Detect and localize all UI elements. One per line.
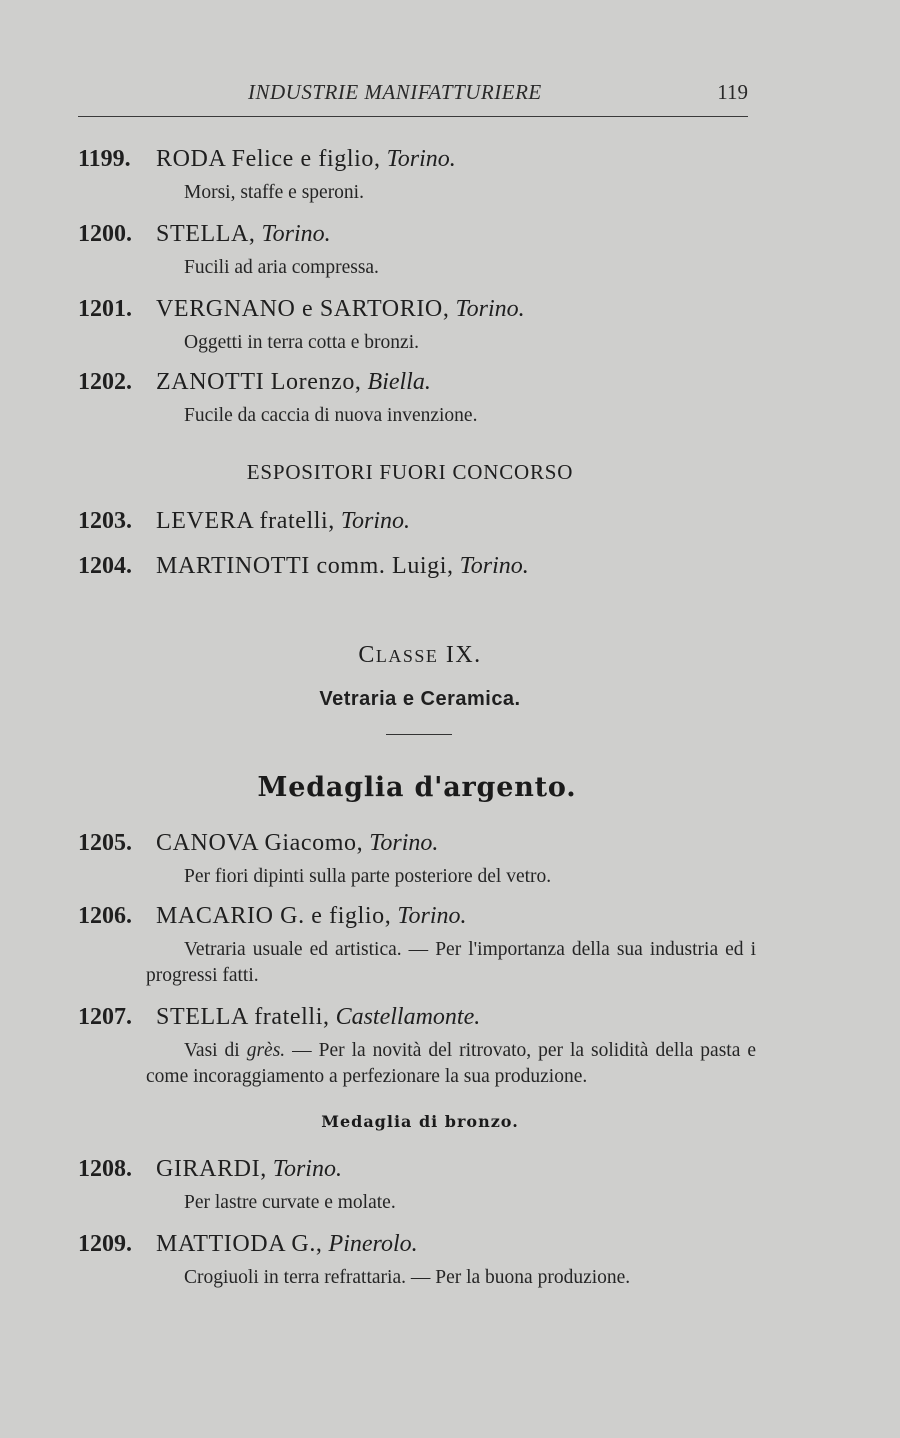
entry-number: 1202. <box>78 369 132 395</box>
exhibitor-name: LEVERA fratelli, <box>156 508 335 534</box>
description-text: — Per la novità del ritrovato, per la solidità della pasta e come incoraggiamento a perfezionare la sua produzione. <box>146 1040 757 1087</box>
section-divider <box>386 734 452 735</box>
exhibitor-place: Torino. <box>397 903 467 929</box>
exhibitor-name: CANOVA Giacomo, <box>156 830 364 856</box>
exhibitor-name: MATTIODA G., <box>156 1231 323 1257</box>
catalog-entry <box>78 828 768 890</box>
entry-number: 1205. <box>78 830 132 856</box>
page-header <box>78 76 748 117</box>
exhibitor-place: Torino. <box>386 146 456 172</box>
class-label-initial: C <box>358 642 376 668</box>
class-label-rest: LASSE <box>375 646 439 666</box>
exhibitor-place: Biella. <box>367 369 431 395</box>
catalog-entry <box>78 294 768 356</box>
catalog-entry <box>78 1154 768 1216</box>
catalog-entry <box>78 367 768 429</box>
entry-number: 1206. <box>78 903 132 929</box>
entry-number: 1204. <box>78 553 132 579</box>
class-subtitle: Vetraria e Ceramica. <box>319 688 521 710</box>
exhibitor-name: RODA Felice e figlio, <box>156 146 381 172</box>
exhibitor-name: MARTINOTTI comm. Luigi, <box>156 553 454 579</box>
section-heading-fuori-concorso: ESPOSITORI FUORI CONCORSO <box>246 460 574 484</box>
entry-description: Oggetti in terra cotta e bronzi. <box>184 332 419 353</box>
description-italic: grès. <box>246 1040 286 1061</box>
exhibitor-name: GIRARDI, <box>156 1156 267 1182</box>
running-title: INDUSTRIE MANIFATTURIERE <box>248 80 542 104</box>
exhibitor-place: Torino. <box>369 830 439 856</box>
catalog-entry <box>78 1002 768 1090</box>
entry-description: Per fiori dipinti sulla parte posteriore del vetro. <box>184 866 552 887</box>
exhibitor-place: Torino. <box>261 221 331 247</box>
entry-description <box>146 1038 756 1090</box>
entry-description: Vetraria usuale ed artistica. — Per l'importanza della sua industria ed i progressi fatti. <box>146 939 756 986</box>
entry-description: Fucili ad aria compressa. <box>184 257 379 278</box>
exhibitor-name: VERGNANO e SARTORIO, <box>156 296 450 322</box>
exhibitor-place: Torino. <box>340 508 411 534</box>
page-number: 119 <box>717 80 748 104</box>
catalog-entry <box>78 1229 768 1291</box>
exhibitor-place: Castellamonte. <box>335 1004 481 1030</box>
description-text: Vasi di <box>184 1040 247 1061</box>
entry-number: 1208. <box>78 1156 132 1182</box>
entry-description: Per lastre curvate e molate. <box>184 1192 396 1213</box>
class-heading <box>0 642 870 669</box>
catalog-entry <box>78 144 768 206</box>
catalog-entry <box>78 551 768 581</box>
exhibitor-place: Pinerolo. <box>328 1231 418 1257</box>
entry-description: Morsi, staffe e speroni. <box>184 182 364 203</box>
exhibitor-name: STELLA fratelli, <box>156 1004 330 1030</box>
exhibitor-name: ZANOTTI Lorenzo, <box>156 369 362 395</box>
entry-number: 1207. <box>78 1004 132 1030</box>
catalog-entry <box>78 219 768 281</box>
catalog-entry <box>78 901 768 989</box>
medal-heading-silver: Medaglia d'argento. <box>257 772 577 803</box>
entry-number: 1200. <box>78 221 132 247</box>
entry-description: Fucile da caccia di nuova invenzione. <box>184 405 478 426</box>
medal-heading-bronze: Medaglia di bronzo. <box>321 1112 519 1131</box>
entry-number: 1209. <box>78 1231 132 1257</box>
entry-number: 1203. <box>78 508 132 534</box>
exhibitor-place: Torino. <box>459 553 529 579</box>
class-numeral: IX. <box>445 642 482 668</box>
catalog-entry <box>78 506 768 536</box>
entry-description: Crogiuoli in terra refrattaria. — Per la buona produzione. <box>184 1267 631 1288</box>
exhibitor-name: STELLA, <box>156 221 256 247</box>
entry-number: 1201. <box>78 296 132 322</box>
exhibitor-place: Torino. <box>455 296 525 322</box>
exhibitor-place: Torino. <box>272 1156 342 1182</box>
exhibitor-name: MACARIO G. e figlio, <box>156 903 392 929</box>
entry-number: 1199. <box>78 146 131 172</box>
